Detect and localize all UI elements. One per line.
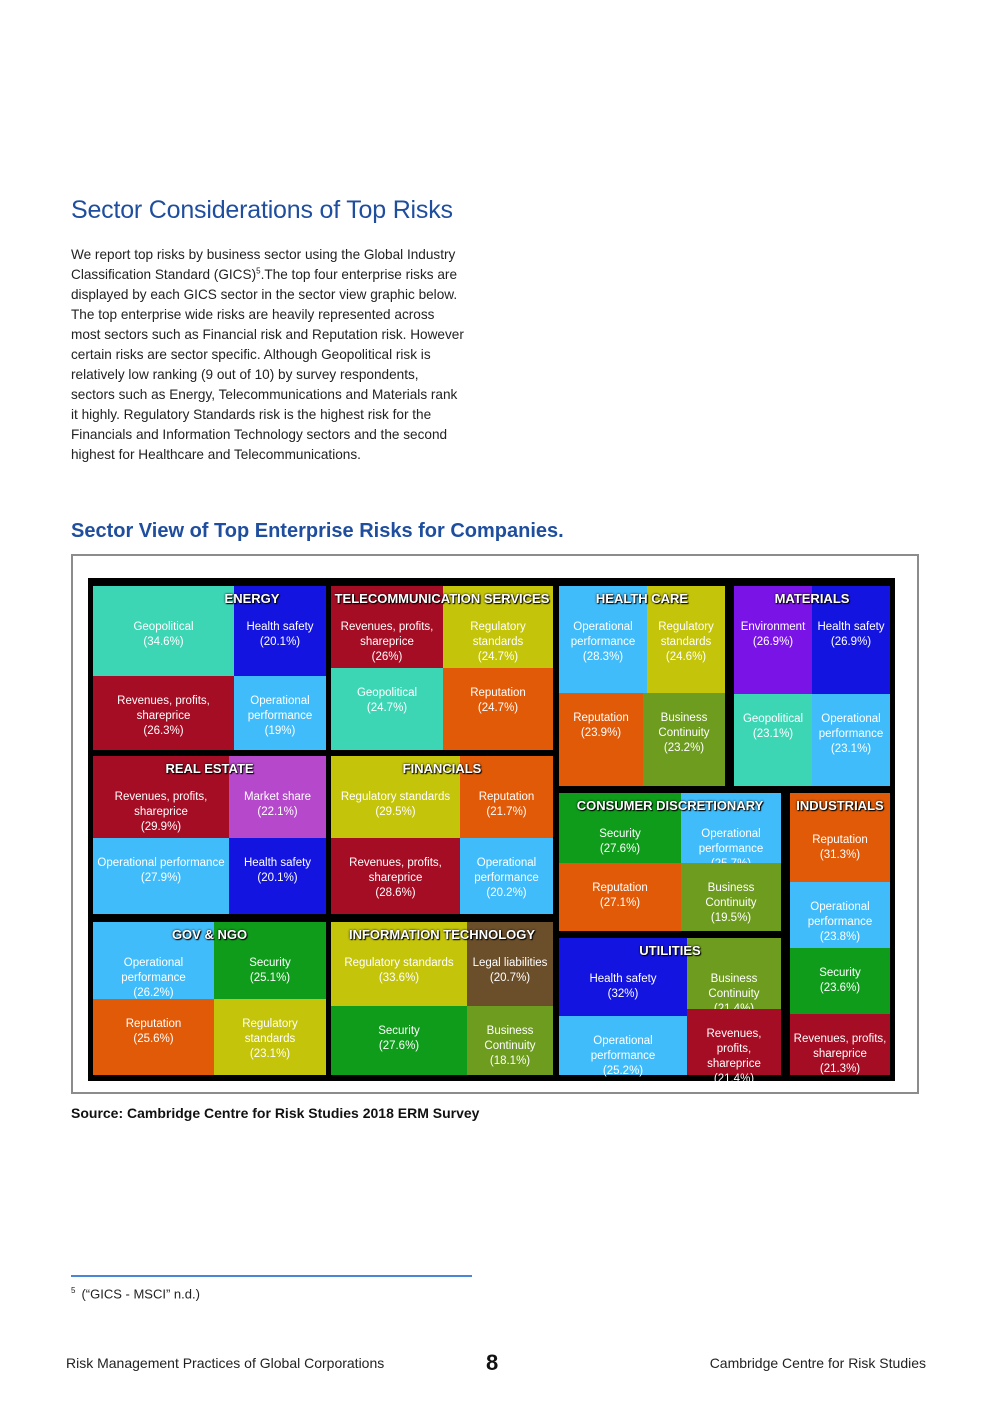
treemap-cell-industrials-security [790, 948, 890, 1014]
intro-paragraph [71, 245, 466, 465]
treemap-cell-materials-geopolitical [734, 694, 812, 786]
cell-risk-label: Regulatory standards [344, 957, 454, 969]
cell-risk-label: Business Continuity [658, 712, 710, 739]
treemap-cell-telecommunication-services-geopolitical [331, 668, 443, 750]
cell-risk-percent: (21.3%) [819, 1063, 861, 1075]
cell-risk-label: Operational performance [570, 621, 636, 648]
cell-risk-label: Revenues, profits, shareprice [340, 621, 434, 648]
cell-risk-percent: (26.9%) [830, 636, 872, 648]
cell-risk-label: Security [599, 828, 641, 840]
sector-title-industrials: INDUSTRIALS [796, 798, 884, 813]
footnote-number: 5 [71, 1286, 76, 1295]
sector-title-financials: FINANCIALS [402, 761, 482, 776]
cell-risk-percent: (20.1%) [259, 636, 301, 648]
cell-risk-percent: (23.1%) [830, 743, 872, 755]
cell-risk-label: Operational performance [121, 957, 186, 984]
treemap-cell-health-care-business-continuity [643, 693, 725, 786]
cell-risk-percent: (18.1%) [489, 1055, 531, 1067]
figure-title: Sector View of Top Enterprise Risks for Companies. [71, 520, 564, 542]
cell-risk-label: Security [819, 967, 861, 979]
cell-risk-label: Operational performance [590, 1035, 656, 1062]
sector-title-utilities: UTILITIES [639, 943, 701, 958]
paragraph-text-2: .The top four enterprise risks are displayed by each GICS sector in the sector view graphic below. The top enterprise wide risks are heavily represented across most sectors such as Financial risk and Reputation risk. However certain risks are sector specific. Although Geopolitical risk is relatively low ranking (9 out of 10) by survey respondents, sectors such as Energy, Telecommunications and Materials rank it highly. Regulatory Standards risk is the highest risk for the Financials and Information Technology sectors and the second highest for Healthcare and Telecommunications. [71, 267, 464, 462]
cell-risk-label: Reputation [573, 712, 629, 724]
treemap-cell-financials-operational-performance [460, 838, 553, 914]
cell-risk-percent: (27.6%) [599, 843, 641, 855]
cell-risk-percent: (23.2%) [663, 742, 705, 754]
sector-title-health-care: HEALTH CARE [595, 591, 689, 606]
cell-risk-percent: (28.3%) [582, 651, 624, 663]
cell-risk-label: Revenues, profits, shareprice [117, 695, 210, 722]
cell-risk-percent: (24.7%) [477, 702, 519, 714]
cell-risk-percent: (21.4%) [713, 1073, 755, 1085]
treemap-cell-health-care-reputation [559, 693, 643, 786]
page-number: 8 [486, 1350, 499, 1375]
cell-risk-label: Operational performance [807, 901, 873, 928]
sector-title-materials: MATERIALS [774, 591, 850, 606]
cell-risk-percent: (19.5%) [710, 912, 752, 924]
cell-risk-label: Business Continuity [708, 973, 760, 1000]
cell-risk-percent: (22.1%) [257, 806, 298, 818]
cell-risk-label: Regulatory standards [340, 791, 451, 803]
cell-risk-percent: (29.9%) [140, 821, 182, 833]
cell-risk-percent: (19%) [264, 725, 296, 737]
treemap-cell-financials-revenues-profits-shareprice [331, 838, 460, 914]
sector-title-consumer-discretionary: CONSUMER DISCRETIONARY [576, 798, 764, 813]
cell-risk-percent: (24.6%) [665, 651, 707, 663]
cell-risk-percent: (27.6%) [378, 1040, 420, 1052]
cell-risk-label: Security [378, 1025, 420, 1037]
cell-risk-percent: (34.6%) [143, 636, 184, 648]
cell-risk-percent: (24.7%) [366, 702, 408, 714]
cell-risk-label: Health safety [817, 621, 885, 633]
cell-risk-percent: (20.7%) [489, 972, 531, 984]
treemap-cell-utilities-revenues-profits-shareprice [687, 1009, 781, 1085]
cell-risk-percent: (23.1%) [752, 728, 794, 740]
treemap-cell-information-technology-security [331, 1006, 467, 1075]
sector-title-gov-and-ngo: GOV & NGO [171, 927, 248, 942]
cell-risk-label: Business Continuity [484, 1025, 536, 1052]
treemap-cell-gov-and-ngo-reputation [93, 999, 214, 1075]
cell-risk-percent: (23.6%) [819, 982, 861, 994]
treemap-cell-consumer-discretionary-business-continuity [681, 863, 781, 931]
treemap-cell-utilities-operational-performance [559, 1016, 687, 1075]
page-heading: Sector Considerations of Top Risks [71, 196, 453, 224]
cell-risk-percent: (26.9%) [752, 636, 794, 648]
cell-risk-percent: (24.7%) [477, 651, 519, 663]
treemap-cell-consumer-discretionary-reputation [559, 863, 681, 931]
sector-title-energy: ENERGY [224, 591, 280, 606]
cell-risk-percent: (31.3%) [819, 849, 861, 861]
treemap-cell-energy-operational-performance [234, 676, 326, 750]
cell-risk-label: Revenues, profits, shareprice [349, 857, 442, 884]
sector-title-real-estate: REAL ESTATE [165, 761, 254, 776]
cell-risk-label: Environment [740, 621, 806, 633]
cell-risk-percent: (23.1%) [249, 1048, 291, 1060]
sector-title-telecommunication-services: TELECOMMUNICATION SERVICES [334, 591, 550, 606]
cell-risk-percent: (32%) [607, 988, 639, 1000]
cell-risk-label: Operational performance [818, 713, 884, 740]
cell-risk-label: Reputation [592, 882, 648, 894]
cell-risk-label: Geopolitical [742, 713, 804, 725]
treemap-cell-materials-operational-performance [812, 694, 890, 786]
cell-risk-label: Regulatory standards [658, 621, 714, 648]
cell-risk-percent: (29.5%) [375, 806, 416, 818]
footnote [71, 1286, 200, 1301]
treemap-cell-information-technology-business-continuity [467, 1006, 553, 1075]
cell-risk-percent: (21.7%) [486, 806, 527, 818]
cell-risk-label: Market share [243, 791, 312, 803]
cell-risk-label: Revenues, profits, shareprice [114, 791, 208, 818]
sector-title-information-technology: INFORMATION TECHNOLOGY [348, 927, 536, 942]
cell-risk-label: Revenues, profits, shareprice [793, 1033, 887, 1060]
cell-risk-label: Reputation [812, 834, 868, 846]
treemap-cell-real-estate-health-safety [229, 838, 326, 914]
cell-risk-label: Operational performance [97, 857, 225, 869]
cell-risk-percent: (33.6%) [378, 972, 420, 984]
paragraph-text-1: We report top risks by business sector using the Global Industry Classification Standard (GICS) [71, 247, 456, 282]
cell-risk-percent: (25.2%) [602, 1065, 644, 1077]
cell-risk-label: Operational performance [247, 695, 313, 722]
figure-source: Source: Cambridge Centre for Risk Studies 2018 ERM Survey [71, 1105, 480, 1121]
cell-risk-percent: (25.1%) [249, 972, 291, 984]
footer-document-title: Risk Management Practices of Global Corporations [66, 1355, 385, 1371]
cell-risk-label: Geopolitical [133, 621, 194, 633]
cell-risk-percent: (26%) [371, 651, 403, 663]
cell-risk-label: Health safety [243, 857, 312, 869]
cell-risk-label: Regulatory standards [242, 1018, 298, 1045]
cell-risk-percent: (23.8%) [819, 931, 861, 943]
cell-risk-percent: (20.1%) [257, 872, 298, 884]
sector-treemap [88, 578, 895, 1085]
cell-risk-percent: (26.3%) [143, 725, 184, 737]
treemap-cell-gov-and-ngo-regulatory-standards [214, 999, 326, 1075]
footnote-reference[interactable]: 5 [256, 266, 261, 276]
treemap-cell-industrials-revenues-profits-shareprice [790, 1014, 890, 1075]
treemap-cell-real-estate-operational-performance [93, 838, 229, 914]
treemap-cell-industrials-operational-performance [790, 882, 890, 948]
cell-risk-label: Reputation [478, 791, 535, 803]
cell-risk-label: Legal liabilities [472, 957, 548, 969]
footnote-text: (“GICS - MSCI” n.d.) [81, 1286, 200, 1302]
cell-risk-percent: (28.6%) [375, 887, 416, 899]
cell-risk-percent: (20.2%) [486, 887, 527, 899]
cell-risk-label: Operational performance [474, 857, 539, 884]
cell-risk-label: Reputation [470, 687, 526, 699]
cell-risk-percent: (27.9%) [140, 872, 182, 884]
cell-risk-label: Health safety [246, 621, 314, 633]
cell-risk-percent: (26.2%) [133, 987, 174, 999]
cell-risk-label: Business Continuity [705, 882, 757, 909]
cell-risk-label: Regulatory standards [470, 621, 526, 648]
footer-organisation: Cambridge Centre for Risk Studies [709, 1355, 926, 1371]
cell-risk-percent: (25.6%) [133, 1033, 174, 1045]
cell-risk-label: Geopolitical [356, 687, 418, 699]
cell-risk-label: Reputation [125, 1018, 182, 1030]
cell-risk-percent: (23.9%) [580, 727, 622, 739]
cell-risk-percent: (27.1%) [599, 897, 641, 909]
cell-risk-label: Revenues, profits, shareprice [706, 1028, 762, 1070]
treemap-cell-energy-revenues-profits-shareprice [93, 676, 234, 750]
cell-risk-label: Operational performance [698, 828, 764, 855]
treemap-cell-telecommunication-services-reputation [443, 668, 553, 750]
cell-risk-label: Security [249, 957, 291, 969]
cell-risk-label: Health safety [589, 973, 657, 985]
footnote-divider [71, 1275, 472, 1277]
